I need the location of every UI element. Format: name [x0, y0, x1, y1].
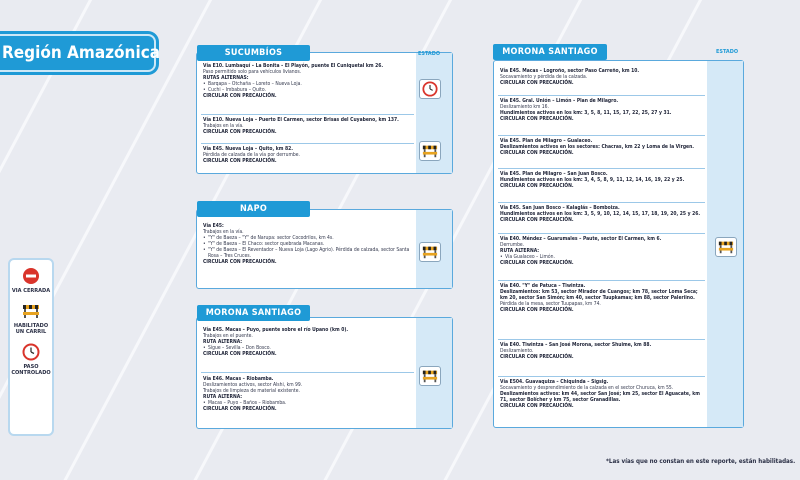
one-lane-icon — [419, 141, 441, 161]
morona-right-entry — [500, 68, 706, 86]
entry-title: Vía E40. Tiwintza – San José Morona, sector Shuime, km 88. — [500, 342, 652, 348]
sucumbios-entry-3 — [203, 146, 413, 164]
entry-detail: Derrumbe. — [500, 242, 525, 248]
divider — [498, 339, 705, 340]
morona-left-title: MORONA SANTIAGO — [197, 305, 310, 321]
one-lane-icon — [715, 237, 737, 257]
entry-detail: Hundimientos activos en los km: 3, 5, 9, 10, 12, 14, 15, 17, 18, 19, 20, 25 y 26. — [500, 211, 701, 217]
divider — [498, 376, 705, 377]
entry-caution: CIRCULAR CON PRECAUCIÓN. — [500, 307, 574, 313]
morona-right-entry — [500, 283, 706, 313]
entry-detail: Pérdida de calzada de la vía por derrumbe. — [203, 152, 300, 158]
entry-title: Vía E40. Méndez – Guarumales – Paute, sector El Carmen, km 6. — [500, 236, 662, 242]
sucumbios-entry-1: Vía E10. Lumbaquí – La Bonita – El Playón, puente El Cuniquetal km 26. Paso permitido solo para vehículos livianos. RUTAS ALTERNAS: • Barqapa – Otchaña – Loreto – Nueva Loja. • Cuchi – Imbabura – Quito. CIRCULAR CON PRECAUCIÓN. — [203, 63, 413, 99]
entry-detail: Deslizamiento km 16. — [500, 104, 549, 110]
morona-right-entry — [500, 342, 706, 360]
entry-caution: CIRCULAR CON PRECAUCIÓN. — [500, 403, 574, 409]
entry-caution: CIRCULAR CON PRECAUCIÓN. — [203, 158, 277, 164]
divider — [201, 372, 414, 373]
legend-controlled-label: PASO CONTROLADO — [11, 363, 51, 376]
sucumbios-title: SUCUMBÍOS — [197, 45, 310, 61]
entry-caution: CIRCULAR CON PRECAUCIÓN. — [203, 351, 277, 357]
status-legend — [8, 258, 54, 436]
entry-caution: CIRCULAR CON PRECAUCIÓN. — [203, 259, 277, 265]
morona-right-panel — [493, 60, 744, 428]
entry-detail: Hundimientos activos en los km: 3, 5, 8, 11, 15, 17, 22, 25, 27 y 31. — [500, 110, 672, 116]
entry-caution: CIRCULAR CON PRECAUCIÓN. — [203, 406, 277, 412]
legend-controlled — [9, 342, 53, 377]
entry-caution: CIRCULAR CON PRECAUCIÓN. — [500, 150, 574, 156]
controlled-pass-icon — [21, 342, 41, 362]
entry-title: Vía E45. Macas – Puyo, puente sobre el río Upano (km 0). — [203, 327, 349, 333]
entry-route: Barqapa – Otchaña – Loreto – Nueva Loja. — [208, 81, 302, 87]
estado-label: ESTADO — [716, 49, 739, 55]
legend-one-lane — [9, 301, 53, 336]
entry-route: Vía Gualaceo – Limón. — [505, 254, 555, 260]
morona-right-entry — [500, 205, 706, 223]
entry-detail: Socavamiento y pérdida de la calzada. — [500, 74, 588, 80]
morona-right-entry — [500, 379, 706, 409]
entry-caution: CIRCULAR CON PRECAUCIÓN. — [500, 260, 574, 266]
divider — [498, 202, 705, 203]
entry-title: Vía E45. Nueva Loja – Quito, km 82. — [203, 146, 293, 152]
entry-detail: Pérdida de la mesa, sector Tuupapas, km 74. — [500, 301, 601, 307]
legend-closed — [9, 266, 53, 295]
entry-detail: Deslizamiento. — [500, 348, 534, 354]
entry-detail: Trabajos en la vía. — [203, 123, 244, 129]
entry-title: Vía E45. Plan de Milagro – San Juan Bosco. — [500, 171, 608, 177]
entry-detail: Trabajos de limpieza de material existente. — [203, 388, 300, 394]
entry-detail: Deslizamientos activos, sector Alshi, km 99. — [203, 382, 303, 388]
footnote: *Las vías que no constan en este reporte, están habilitadas. — [606, 458, 796, 465]
entry-caution: CIRCULAR CON PRECAUCIÓN. — [203, 129, 277, 135]
morona-right-entry — [500, 138, 706, 156]
one-lane-icon — [419, 366, 441, 386]
entry-route: Macas – Puyo – Baños – Riobamba. — [208, 400, 287, 406]
one-lane-icon — [21, 301, 41, 321]
entry-route-label: RUTA ALTERNA: — [203, 394, 243, 400]
entry-route: Sígue – Sevilla – Don Bosco. — [208, 345, 271, 351]
entry-route-label: RUTAS ALTERNAS: — [203, 75, 249, 81]
one-lane-icon — [419, 242, 441, 262]
entry-detail: Paso permitido solo para vehículos livianos. — [203, 69, 302, 75]
divider — [498, 168, 705, 169]
entry-detail: Hundimientos activos en los km: 3, 4, 5, 8, 9, 11, 12, 14, 16, 19, 22 y 25. — [500, 177, 685, 183]
entry-title: Vía E46. Macas – Riobamba. — [203, 376, 274, 382]
entry-route-label: RUTA ALTERNA: — [203, 339, 243, 345]
sucumbios-entry-2 — [203, 117, 413, 135]
entry-title: Vía E10. Nueva Loja – Puerto El Carmen, sector Brisas del Cuyabeno, km 137. — [203, 117, 399, 123]
entry-caution: CIRCULAR CON PRECAUCIÓN. — [500, 183, 574, 189]
entry-detail: Socavamiento y desprendimiento de la calzada en el sector Churuca, km 55. — [500, 385, 674, 391]
legend-closed-label: VIA CERRADA — [11, 288, 51, 294]
divider — [201, 143, 414, 144]
sucumbios-panel — [196, 52, 453, 174]
entry-title: Vía E45. Gral. Unión – Limón – Plan de Milagro. — [500, 98, 619, 104]
region-title: Región Amazónica — [0, 34, 156, 72]
napo-entry: Vía E45: Trabajos en la vía. • "Y" de Baeza – "Y" de Narupa: sector Cocodrilos, km 4s. • "Y" de Baeza – El Chaco: sector quebrada Macanas. • "Y" de Baeza – El Reventador – Nueva Loja (Lago Agrio). Pérdida de calzada, sector Santa Rosa – Tres Cruces. CIRCULAR CON PRECAUCIÓN. — [203, 223, 413, 265]
napo-panel — [196, 209, 453, 289]
entry-title: Vía E45. Plan de Milagro – Gualaceo. — [500, 138, 593, 144]
entry-caution: CIRCULAR CON PRECAUCIÓN. — [500, 80, 574, 86]
closed-road-icon — [21, 266, 41, 286]
divider — [498, 135, 705, 136]
entry-route: Cuchi – Imbabura – Quito. — [208, 87, 266, 93]
entry-route: "Y" de Baeza – El Chaco: sector quebrada Macanas. — [208, 241, 325, 247]
entry-title: Vía E45. San Juan Bosco – Kalaglás – Bomboiza. — [500, 205, 620, 211]
entry-route: "Y" de Baeza – El Reventador – Nueva Loja (Lago Agrio). Pérdida de calzada, sector Santa Rosa – Tres Cruces. — [208, 247, 410, 259]
entry-caution: CIRCULAR CON PRECAUCIÓN. — [500, 354, 574, 360]
entry-title: Vía E40. "Y" de Patuca – Tiwintza. — [500, 283, 586, 289]
morona-right-entry — [500, 171, 706, 189]
divider — [498, 95, 705, 96]
entry-detail: Deslizamientos activos en los sectores: Chacras, km 22 y Loma de la Virgen. — [500, 144, 695, 150]
entry-title: Vía E45. Macas – Logroño, sector Paso Carreño, km 10. — [500, 68, 640, 74]
entry-detail: Trabajos en el puente. — [203, 333, 253, 339]
entry-route: "Y" de Baeza – "Y" de Narupa: sector Cocodrilos, km 4s. — [208, 235, 334, 241]
morona-left-entry-1: Vía E45. Macas – Puyo, puente sobre el río Upano (km 0). Trabajos en el puente. RUTA ALTERNA: • Sígue – Sevilla – Don Bosco. CIRCULAR CON PRECAUCIÓN. — [203, 327, 413, 357]
entry-detail: Deslizamientos: km 53, sector Mirador de Cuangos; km 78, sector Loma Seca; km 20, sector San Simón; km 40, sector Tuupkamas; km 88, sector Paleriino. — [500, 289, 698, 301]
controlled-pass-icon — [419, 79, 441, 99]
morona-left-panel — [196, 317, 453, 429]
morona-right-entry: Vía E40. Méndez – Guarumales – Paute, sector El Carmen, km 6. Derrumbe. RUTA ALTERNA: • Vía Gualaceo – Limón. CIRCULAR CON PRECAUCIÓN. — [500, 236, 662, 266]
estado-label: ESTADO — [418, 51, 441, 57]
entry-title: Vía E10. Lumbaquí – La Bonita – El Playón, puente El Cuniquetal km 26. — [203, 63, 384, 69]
morona-right-title: MORONA SANTIAGO — [493, 44, 607, 60]
divider — [498, 280, 705, 281]
divider — [498, 233, 705, 234]
morona-left-entry-2: Vía E46. Macas – Riobamba. Deslizamientos activos, sector Alshi, km 99. Trabajos de limpieza de material existente. RUTA ALTERNA: • Macas – Puyo – Baños – Riobamba. CIRCULAR CON PRECAUCIÓN. — [203, 376, 413, 412]
entry-caution: CIRCULAR CON PRECAUCIÓN. — [203, 93, 277, 99]
legend-one-lane-label: HABILITADO UN CARRIL — [13, 322, 49, 335]
entry-caution: CIRCULAR CON PRECAUCIÓN. — [500, 217, 574, 223]
entry-detail: RUTA ALTERNA: — [500, 248, 540, 254]
entry-detail: Trabajos en la vía. — [203, 229, 244, 235]
entry-caution: CIRCULAR CON PRECAUCIÓN. — [500, 116, 574, 122]
entry-title: Vía E45: — [203, 223, 224, 229]
entry-detail: Deslizamientos activos: km 44, sector San José; km 25, sector El Aguacate, km 71, sector Bolícher y km 75, sector Granadillas. — [500, 391, 700, 403]
napo-title: NAPO — [197, 201, 310, 217]
divider — [201, 114, 414, 115]
morona-right-entry — [500, 98, 706, 122]
entry-title: Vía E504. Guavaquiza – Chiquinda – Sigsig. — [500, 379, 609, 385]
